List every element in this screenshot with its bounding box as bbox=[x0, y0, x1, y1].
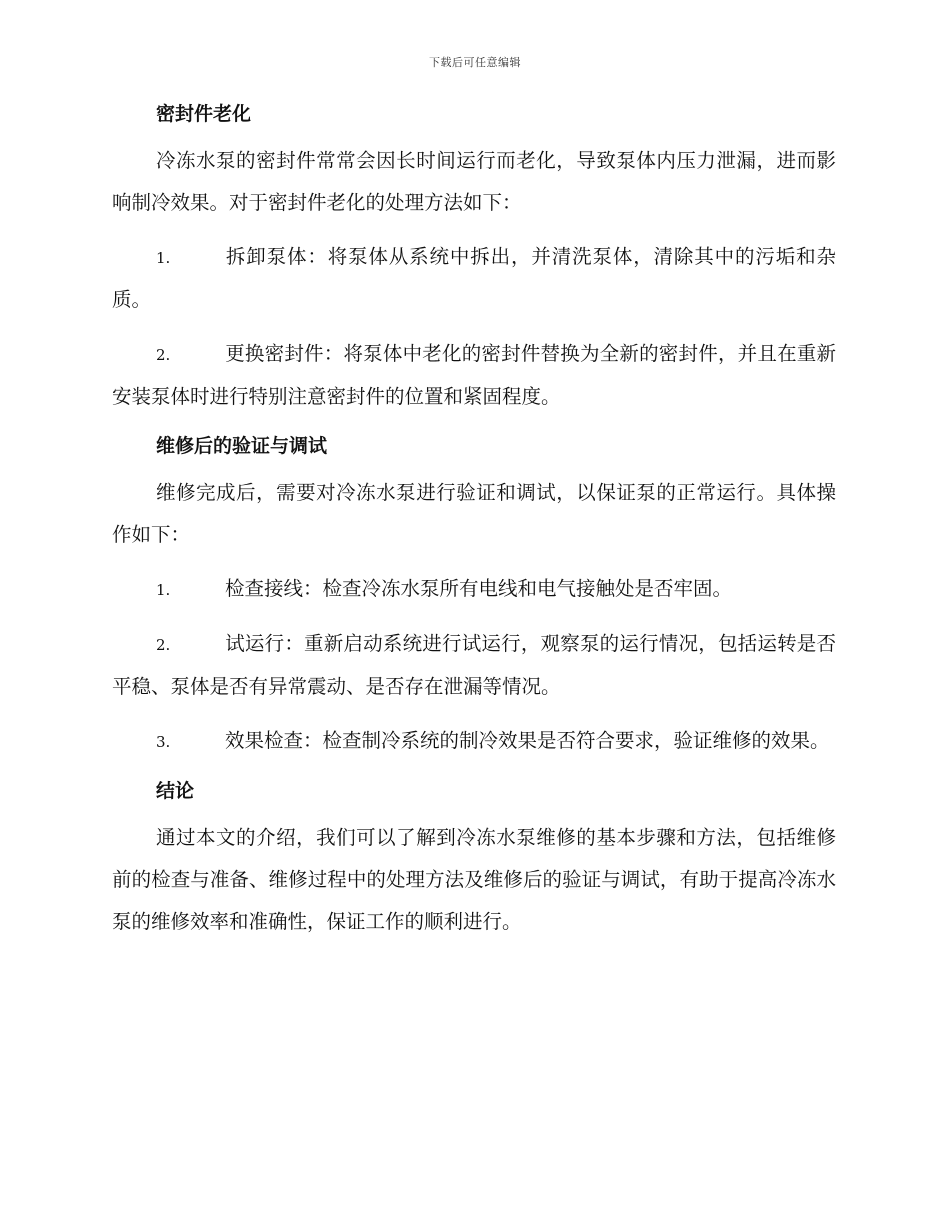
list-item bbox=[112, 333, 836, 418]
section-intro-seal-aging: 冷冻水泵的密封件常常会因长时间运行而老化，导致泵体内压力泄漏，进而影响制冷效果。对于密封件老化的处理方法如下： bbox=[112, 149, 836, 214]
list-item bbox=[112, 568, 836, 611]
list-item bbox=[112, 623, 836, 708]
document-body bbox=[112, 100, 836, 943]
header-note: 下载后可任意编辑 bbox=[429, 56, 521, 69]
list-item-text: 试运行：重新启动系统进行试运行，观察泵的运行情况，包括运转是否平稳、泵体是否有异常震动、是否存在泄漏等情况。 bbox=[112, 632, 836, 698]
section-heading-conclusion: 结论 bbox=[156, 780, 195, 802]
list-item-text: 拆卸泵体：将泵体从系统中拆出，并清洗泵体，清除其中的污垢和杂质。 bbox=[112, 245, 836, 311]
list-item-text: 更换密封件：将泵体中老化的密封件替换为全新的密封件，并且在重新安装泵体时进行特别注意密封件的位置和紧固程度。 bbox=[112, 342, 836, 408]
list-item-number: 2. bbox=[156, 636, 171, 654]
list-item-number: 1. bbox=[156, 581, 171, 599]
list-item-number: 3. bbox=[156, 733, 171, 751]
list-item-text: 检查接线：检查冷冻水泵所有电线和电气接触处是否牢固。 bbox=[225, 577, 733, 600]
list-item-text: 效果检查：检查制冷系统的制冷效果是否符合要求，验证维修的效果。 bbox=[225, 729, 830, 752]
section-intro-verification: 维修完成后，需要对冷冻水泵进行验证和调试，以保证泵的正常运行。具体操作如下： bbox=[112, 481, 836, 546]
section-heading-verification: 维修后的验证与调试 bbox=[156, 435, 328, 457]
list-item-number: 2. bbox=[156, 346, 171, 364]
list-item bbox=[112, 236, 836, 321]
list-item bbox=[112, 720, 836, 763]
section-heading-seal-aging: 密封件老化 bbox=[156, 103, 252, 125]
section-intro-conclusion: 通过本文的介绍，我们可以了解到冷冻水泵维修的基本步骤和方法，包括维修前的检查与准备、维修过程中的处理方法及维修后的验证与调试，有助于提高冷冻水泵的维修效率和准确性，保证工作的顺利进行。 bbox=[112, 826, 836, 933]
list-item-number: 1. bbox=[156, 249, 171, 267]
